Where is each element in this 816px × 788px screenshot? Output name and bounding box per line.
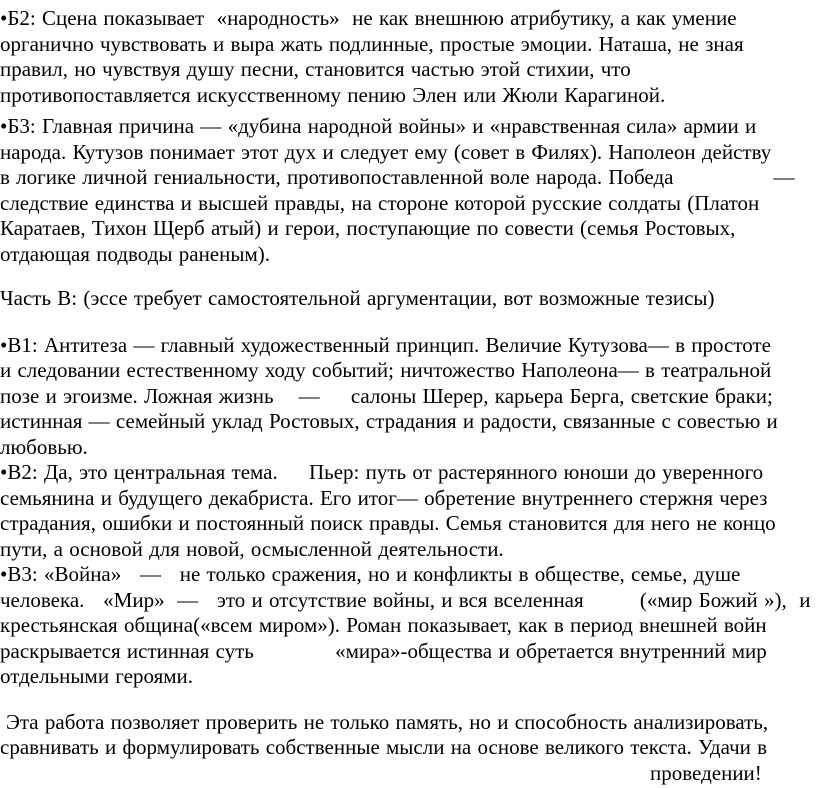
text-line: сравнивать и формулировать собственные мысли на основе великого текста. Удачи в bbox=[0, 735, 768, 759]
text-line: Эта работа позволяет проверить не только память, но и способность анализировать, bbox=[6, 709, 769, 734]
text-line: •Б2: Сцена показывает «народность» не как внешнюю атрибутику, а как умение bbox=[0, 6, 737, 30]
text-line: •В1: Антитеза — главный художественный принцип. Величие Кутузова— в простоте bbox=[0, 332, 771, 357]
text-line: крестьянская община(«всем миром»). Роман показывает, как в период внешней войн bbox=[0, 613, 767, 637]
text-line: и следовании естественному ходу событий; ничтожество Наполеона— в театральной bbox=[0, 358, 772, 382]
text-line: •В2: Да, это центральная тема. Пьер: путь от растерянного юноши до уверенного bbox=[0, 460, 764, 484]
bullet-item-v2 bbox=[0, 460, 816, 562]
text-line: позе и эгоизме. Ложная жизнь — салоны Шерер, карьера Берга, светские браки; bbox=[0, 383, 773, 408]
bullet-item-b3 bbox=[0, 114, 816, 267]
text-line: противопоставляется искусственному пению Элен или Жюли Карагиной. bbox=[0, 82, 666, 107]
text-line: любовью. bbox=[0, 434, 88, 459]
bullet-item-v3 bbox=[0, 562, 816, 690]
text-line: отдельными героями. bbox=[0, 664, 194, 688]
text-line: •В3: «Война» — не только сражения, но и конфликты в обществе, семье, душе bbox=[0, 562, 741, 586]
text-line: органично чувствовать и выра жать подлинные, простые эмоции. Наташа, не зная bbox=[0, 31, 744, 56]
text-line: следствие единства и высшей правды, на стороне которой русские солдаты (Платон bbox=[0, 190, 760, 215]
text-line: истинная — семейный уклад Ростовых, страдания и радости, связанные с совестью и bbox=[0, 409, 778, 433]
text-line: отдающая подводы раненым). bbox=[0, 241, 271, 266]
text-line: Каратаев, Тихон Щерб атый) и герои, поступающие по совести (семья Ростовых, bbox=[0, 216, 736, 240]
text-line: проведении! bbox=[650, 760, 762, 785]
text-line: Часть В: (эссе требует самостоятельной аргументации, вот возможные тезисы) bbox=[0, 286, 715, 310]
text-line: раскрывается истинная суть «мира»-общества и обретается внутренний мир bbox=[0, 638, 767, 663]
text-line: правил, но чувствуя душу песни, становится частью этой стихии, что bbox=[0, 57, 631, 81]
text-line: народа. Кутузов понимает этот дух и следует ему (совет в Филях). Наполеон действу bbox=[0, 139, 772, 164]
bullet-item-v1 bbox=[0, 333, 816, 461]
bullet-item-b2 bbox=[0, 6, 816, 108]
text-line: семьянина и будущего декабриста. Его итог— обретение внутреннего стержня через bbox=[0, 485, 768, 510]
text-line: страдания, ошибки и постоянный поиск правды. Семья становится для него не концо bbox=[0, 511, 776, 535]
closing-paragraph bbox=[0, 710, 816, 787]
text-line: •Б3: Главная причина — «дубина народной войны» и «нравственная сила» армии и bbox=[0, 114, 757, 138]
text-line: человека. «Мир» — это и отсутствие войны, и вся вселенная («мир Божий »), и bbox=[0, 587, 811, 612]
text-line: пути, а основой для новой, осмысленной деятельности. bbox=[0, 536, 504, 561]
section-heading-part-v bbox=[0, 286, 816, 312]
text-line: в логике личной гениальности, противопоставленной воле народа. Победа — bbox=[0, 165, 795, 189]
